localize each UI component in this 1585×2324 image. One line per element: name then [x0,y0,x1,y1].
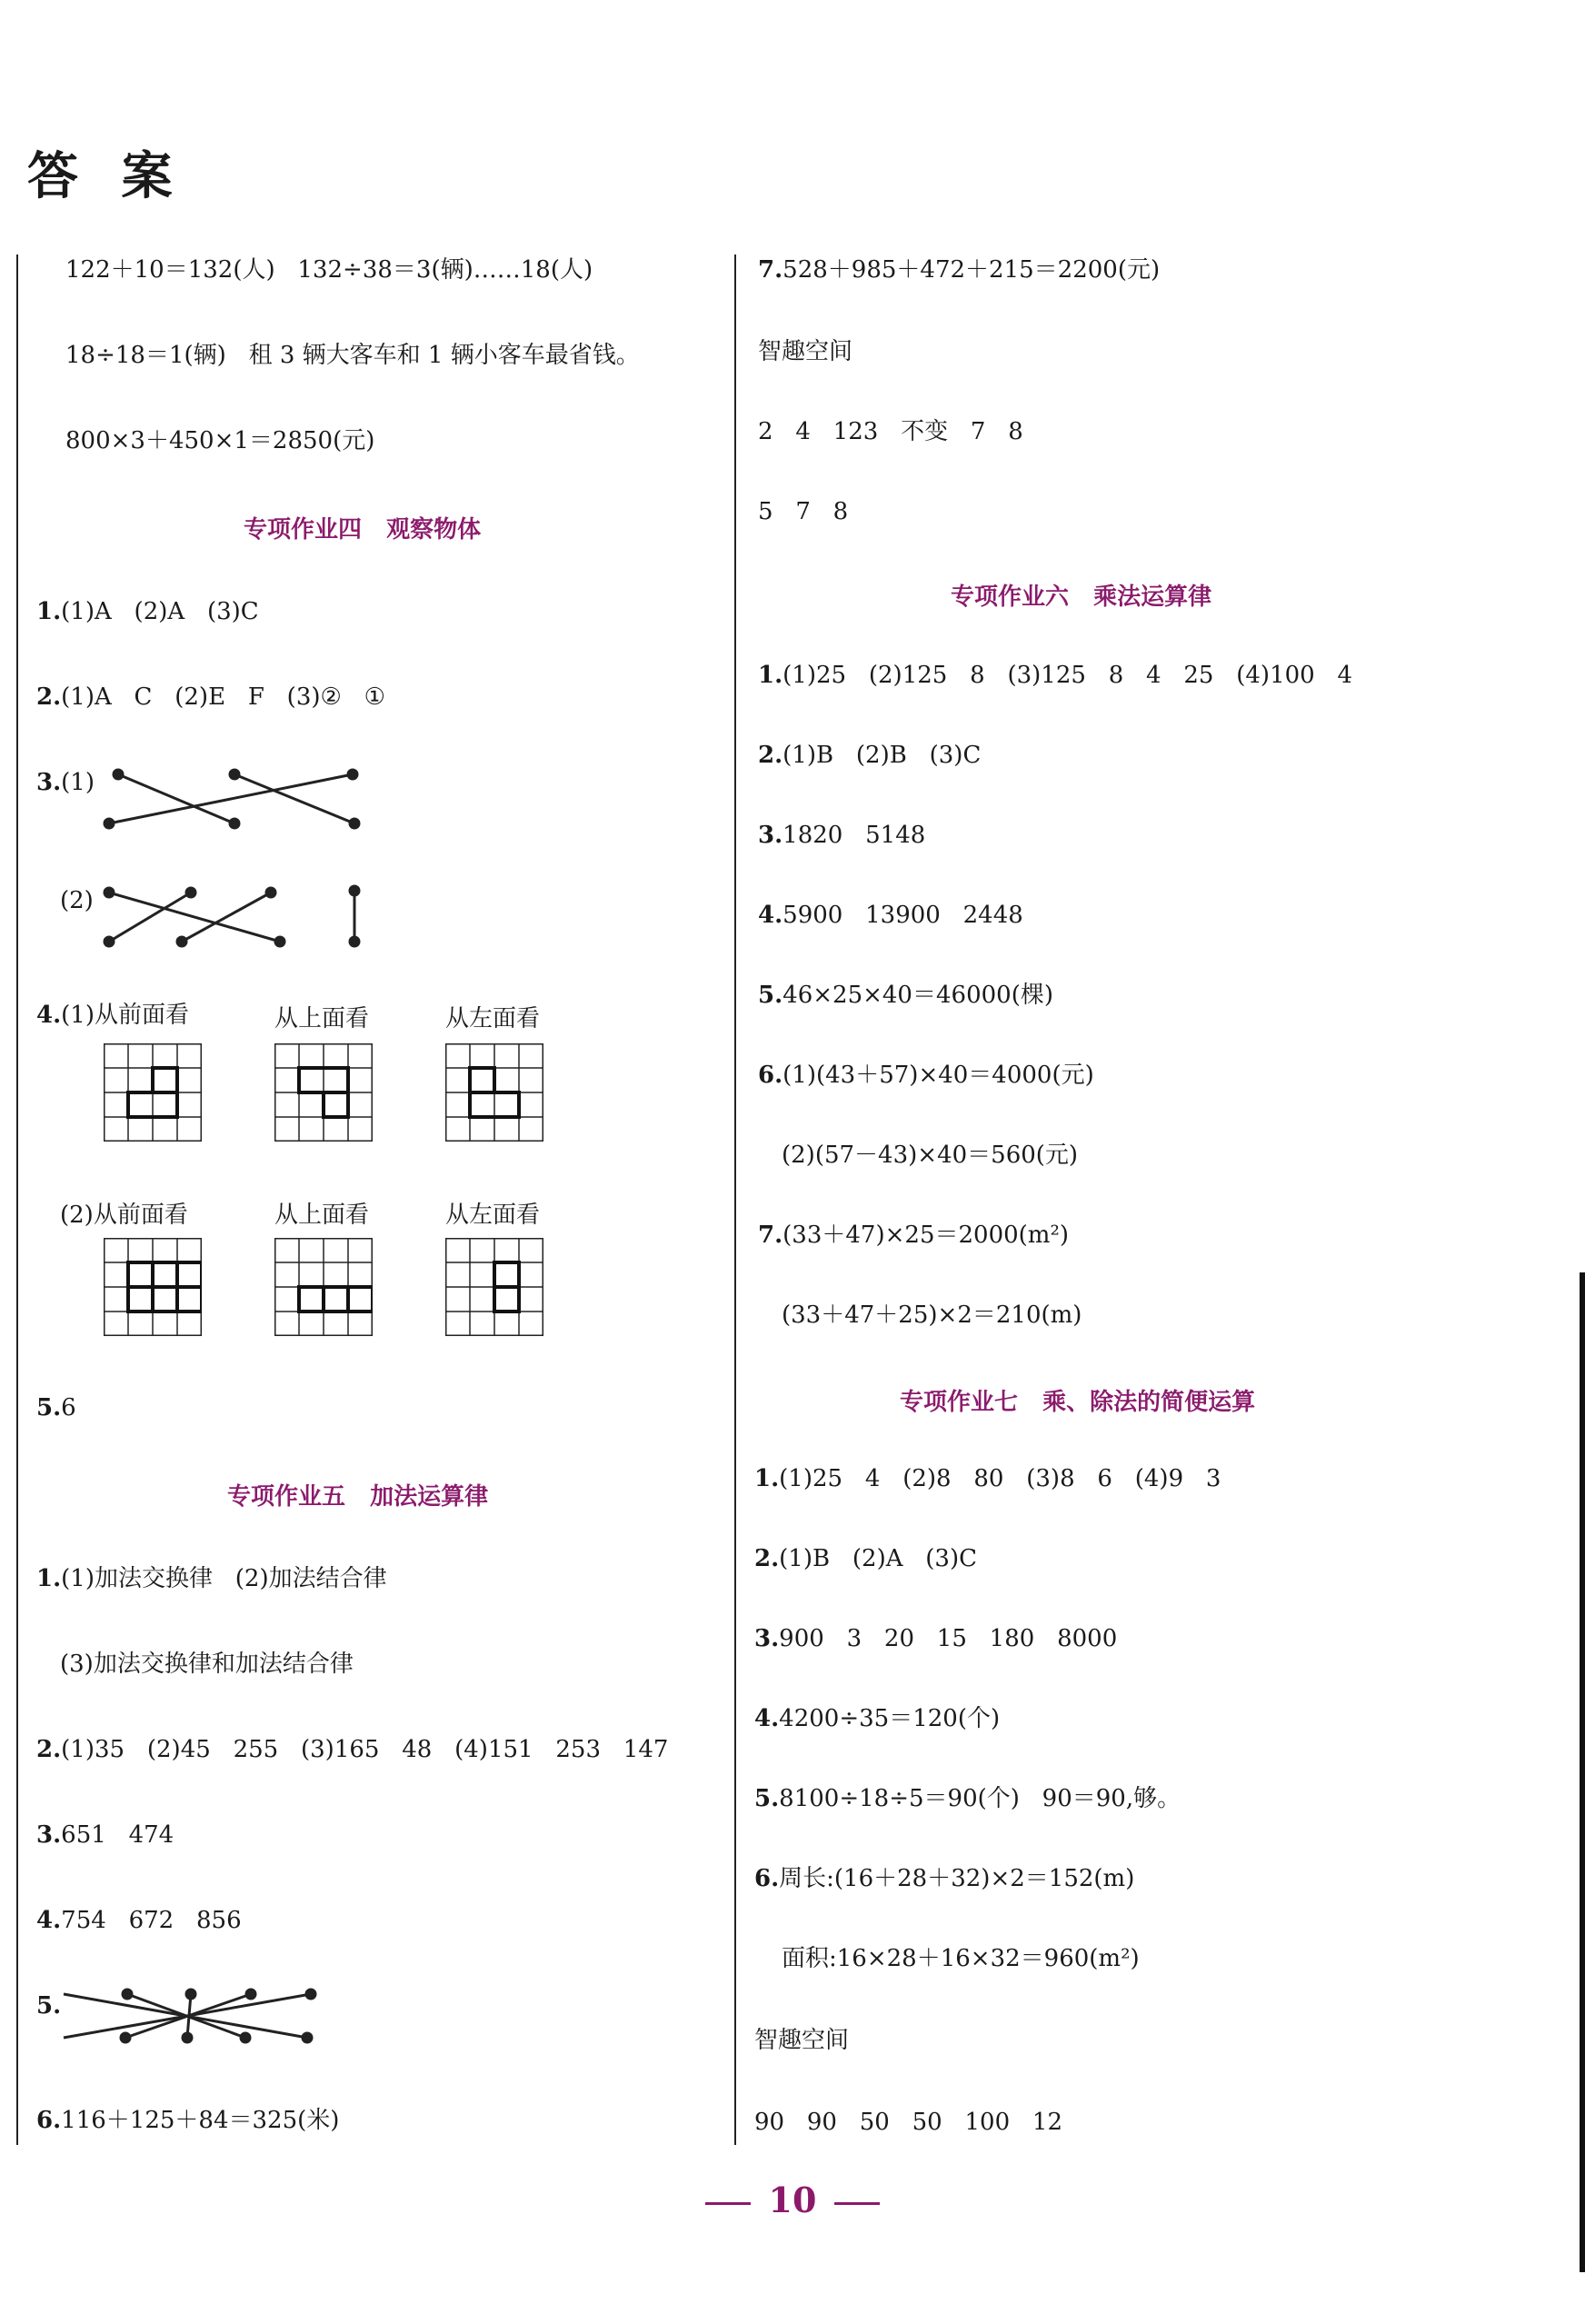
zhiqu-heading-1: 智趣空间 [758,338,853,365]
column-divider [734,254,736,2145]
question-number: 4. [36,1002,62,1029]
question-number: 1. [754,1465,780,1492]
answer-text: 6 [61,1394,76,1421]
question-number: 1. [36,1565,62,1592]
section-heading-4: 专项作业四 观察物体 [244,516,482,544]
section-heading-5: 专项作业五 加法运算律 [227,1483,489,1511]
answer-text: (33＋47)×25＝2000(m²) [783,1222,1070,1249]
answer-q1 [36,596,259,627]
answer-line: 18÷18＝1(辆) 租 3 辆大客车和 1 辆小客车最省钱。 [65,342,640,369]
section-heading-6: 专项作业六 乘法运算律 [951,583,1212,611]
section-heading-7: 专项作业七 乘、除法的简便运算 [900,1389,1256,1416]
view-grid-top-2 [274,1238,373,1336]
question-number: 7. [758,1222,783,1249]
answer-text: (1)A C (2)E F (3)② ① [61,683,385,711]
page-footer [0,2179,1585,2220]
left-margin-rule [16,254,18,2145]
answer-text: 8100÷18÷5＝90(个) 90＝90,够。 [779,1785,1181,1812]
question-number: 5. [36,1992,62,2020]
answer-p1 [36,1563,387,1594]
answer-line: (3)加法交换律和加法结合律 [60,1651,354,1678]
question-number: 4. [36,1907,62,1934]
answer-text: (1)加法交换律 (2)加法结合律 [61,1565,387,1592]
answer-text: 900 3 20 15 180 8000 [779,1625,1118,1652]
question-number: 4. [754,1705,780,1732]
view-label: 从左面看 [445,1202,541,1229]
view-grid-left-2 [445,1238,543,1336]
answer-text: 528＋985＋472＋215＝2200(元) [783,256,1161,284]
answer-d1 [754,1463,1221,1494]
view-label: 从左面看 [445,1005,541,1032]
answer-d3 [754,1623,1117,1654]
answer-m7 [758,1220,1069,1251]
answer-text: (1)25 (2)125 8 (3)125 8 4 25 (4)100 4 [783,662,1353,689]
view-grid-front-1 [104,1043,202,1142]
answer-text: 116＋125＋84＝325(米) [61,2107,340,2134]
answer-q3-part2: (2) [60,887,94,914]
matching-lines-diagram-2 [100,880,373,953]
answer-q5 [36,1392,76,1423]
answer-line: 面积:16×28＋16×32＝960(m²) [782,1945,1140,1972]
answer-line: 800×3＋450×1＝2850(元) [65,427,375,454]
view-label: 从上面看 [274,1202,370,1229]
question-number: 6. [754,1865,780,1892]
question-number: 6. [758,1062,783,1089]
answer-text: 5900 13900 2448 [783,902,1023,929]
view-label: 从上面看 [274,1005,370,1032]
answer-text: (1)B (2)A (3)C [779,1545,978,1572]
question-number: 7. [758,256,783,284]
answer-text: (1) [61,769,95,796]
answer-text: 46×25×40＝46000(棵) [783,982,1053,1009]
view-grid-left-1 [445,1043,543,1142]
answer-p6 [36,2105,339,2136]
question-number: 4. [758,902,783,929]
answer-m3 [758,820,925,851]
answer-d2 [754,1543,977,1574]
answer-q2 [36,682,385,713]
answer-m1 [758,660,1352,691]
answer-text: 1820 5148 [783,822,926,849]
answer-m6 [758,1060,1094,1091]
answer-line: (2)(57－43)×40＝560(元) [782,1142,1079,1169]
question-number: 2. [758,742,783,769]
answer-text: 754 672 856 [61,1907,242,1934]
answer-m5 [758,980,1053,1011]
question-number: 6. [36,2107,62,2134]
answer-text: (1)35 (2)45 255 (3)165 48 (4)151 253 147 [61,1736,669,1763]
answer-text: 周长:(16＋28＋32)×2＝152(m) [779,1865,1135,1892]
answer-text: (1)A (2)A (3)C [61,598,259,625]
question-number: 3. [754,1625,780,1652]
answer-text: 4200÷35＝120(个) [779,1705,1001,1732]
view-grid-top-1 [274,1043,373,1142]
answer-p3 [36,1820,174,1850]
question-number: 3. [36,1821,62,1849]
answer-text: (1)B (2)B (3)C [783,742,982,769]
view-grid-front-2 [104,1238,202,1336]
answer-p2 [36,1734,668,1765]
view-label: (1)从前面看 [61,1002,189,1029]
page-title: 答 案 [27,147,185,206]
question-number: 5. [754,1785,780,1812]
footer-dash-right [834,2202,880,2205]
question-number: 2. [754,1545,780,1572]
question-number: 1. [36,598,62,625]
answer-text: 651 474 [61,1821,174,1849]
answer-r7 [758,254,1160,285]
answer-text: (1)25 4 (2)8 80 (3)8 6 (4)9 3 [779,1465,1221,1492]
question-number: 5. [758,982,783,1009]
question-number: 1. [758,662,783,689]
question-number: 5. [36,1394,62,1421]
answer-p4 [36,1905,242,1936]
answer-line: (33＋47＋25)×2＝210(m) [782,1302,1082,1329]
answer-d5 [754,1783,1181,1814]
answer-line: 122＋10＝132(人) 132÷38＝3(辆)……18(人) [65,256,593,284]
answer-m2 [758,740,981,771]
footer-dash-left [705,2202,751,2205]
question-number: 3. [36,769,62,796]
question-number: 3. [758,822,783,849]
matching-lines-diagram-3 [55,1980,327,2052]
answer-q3 [36,767,95,798]
answer-line: 90 90 50 50 100 12 [754,2109,1063,2136]
answer-line: 5 7 8 [758,498,849,525]
question-number: 2. [36,1736,62,1763]
view-label: (2)从前面看 [60,1202,188,1229]
answer-d6 [754,1863,1134,1894]
answer-q4 [36,1000,189,1031]
answer-text: (1)(43＋57)×40＝4000(元) [783,1062,1094,1089]
zhiqu-heading-2: 智趣空间 [754,2027,850,2054]
answer-m4 [758,900,1023,931]
page-number: 10 [768,2179,817,2220]
answer-d4 [754,1703,1000,1734]
question-number: 2. [36,683,62,711]
matching-lines-diagram-1 [100,763,373,836]
page-edge-shadow [1580,1272,1585,2272]
answer-line: 2 4 123 不变 7 8 [758,418,1023,445]
